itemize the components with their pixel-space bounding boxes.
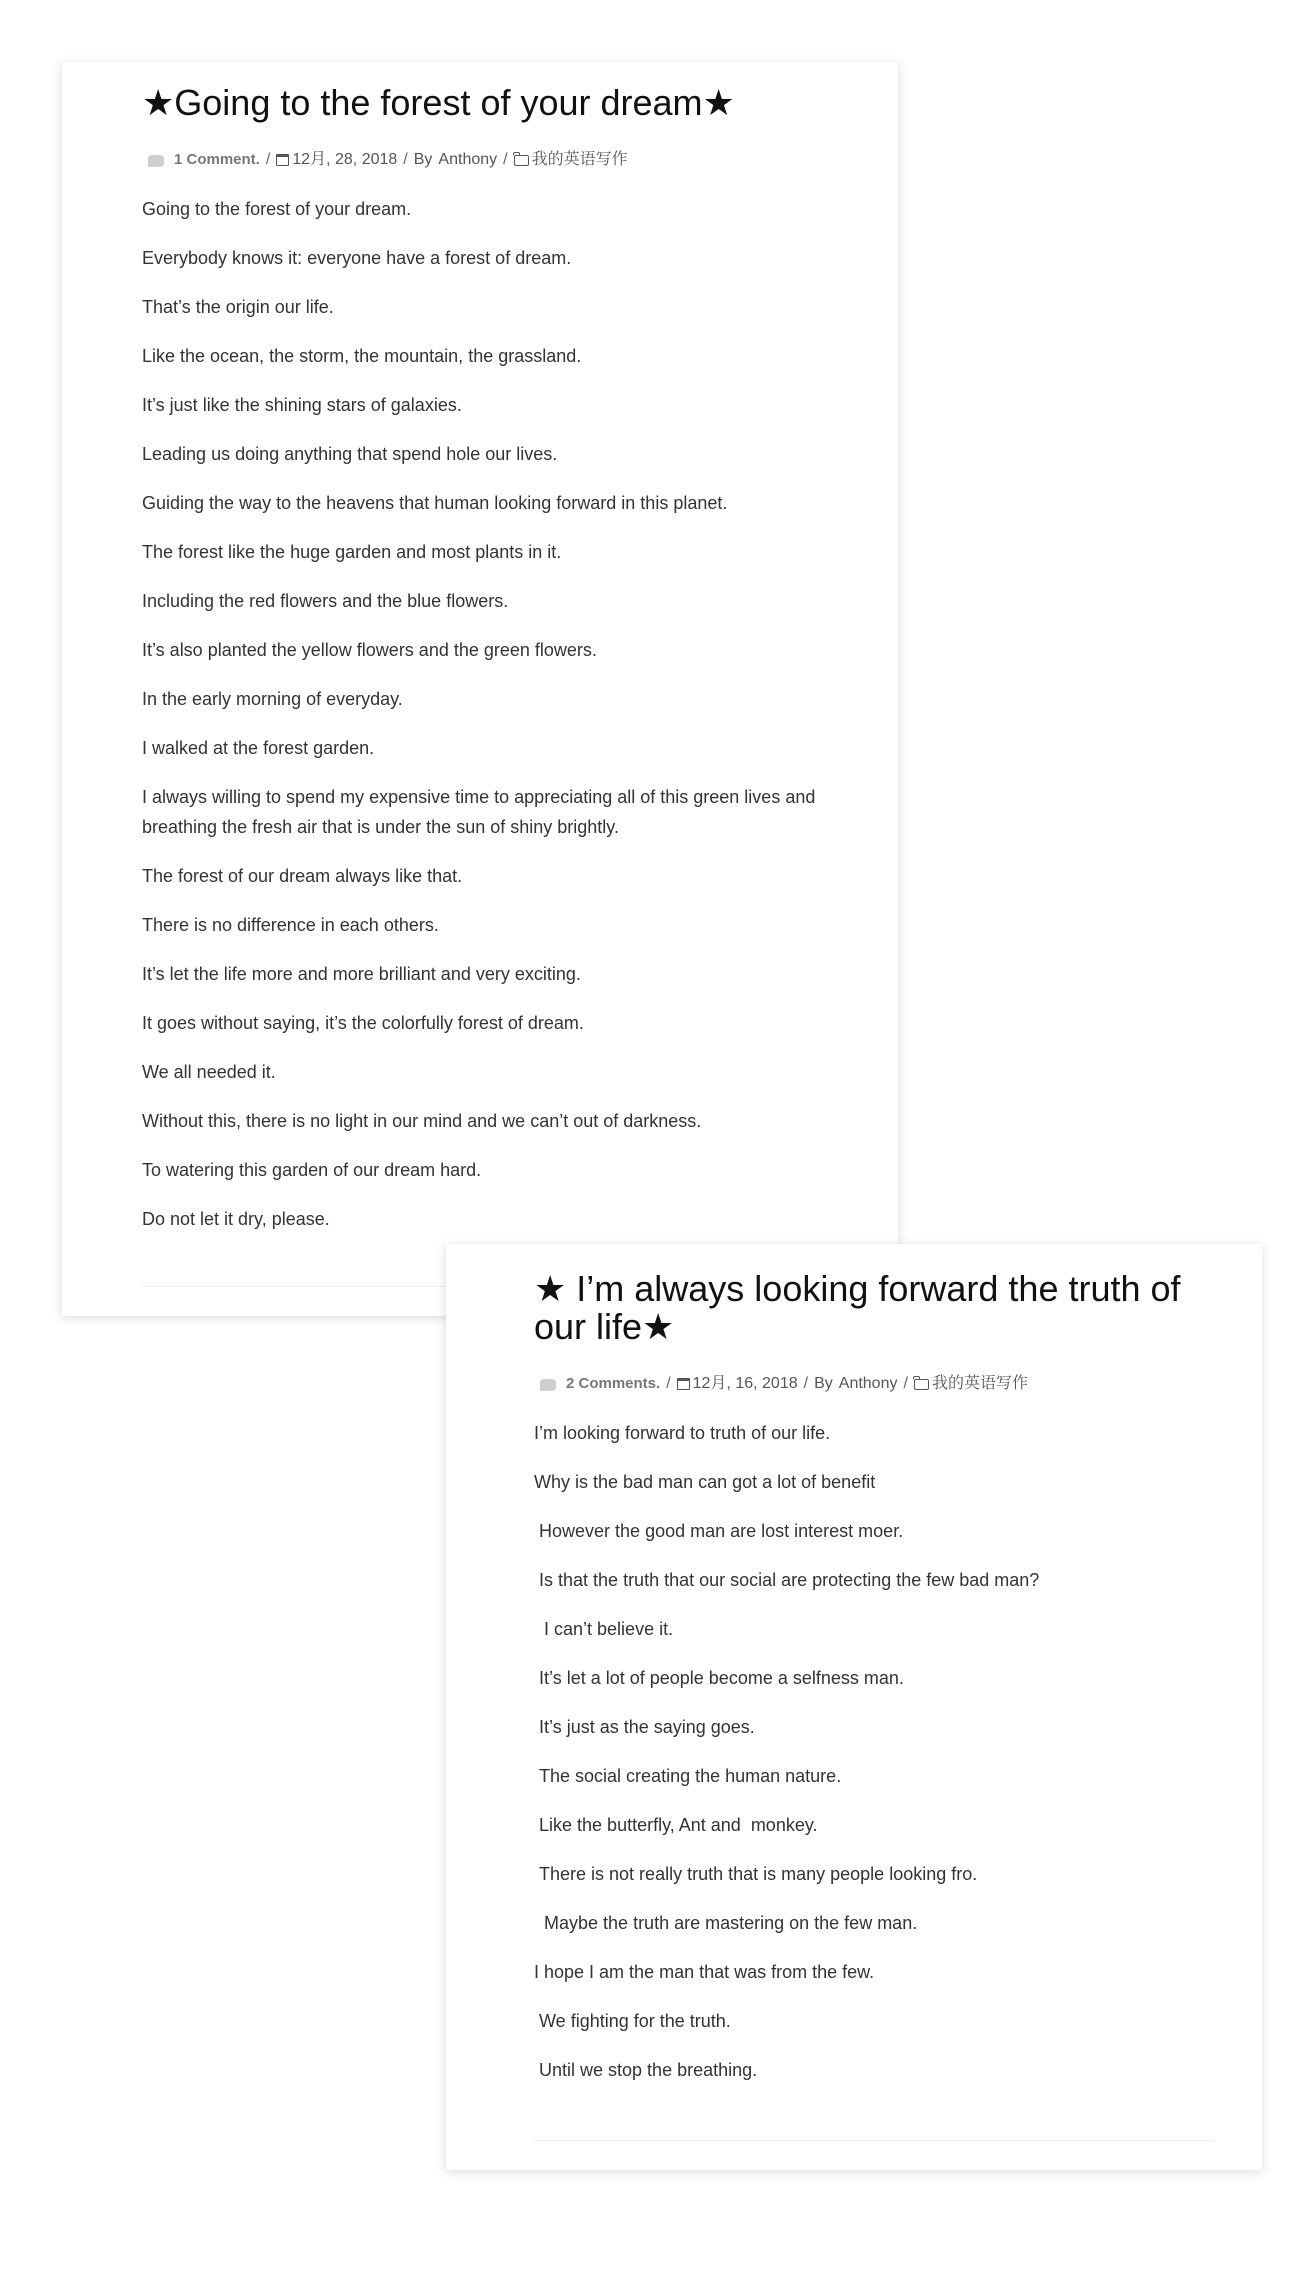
- post-paragraph: I’m looking forward to truth of our life.: [534, 1423, 831, 1443]
- comments-link[interactable]: 1 Comment.: [174, 151, 260, 168]
- meta-separator: /: [803, 1375, 809, 1392]
- post-date: 12月, 28, 2018: [292, 151, 398, 168]
- post: [142, 84, 828, 1253]
- calendar-icon: [677, 1378, 690, 1390]
- post-paragraph: Guiding the way to the heavens that human looking forward in this planet.: [142, 493, 728, 513]
- post-title[interactable]: ★Going to the forest of your dream★: [142, 82, 735, 123]
- by-label: By: [413, 151, 433, 168]
- post-card: [446, 1244, 1262, 2170]
- post-meta: [142, 150, 828, 170]
- post-paragraph: Like the ocean, the storm, the mountain, the grassland.: [142, 346, 582, 366]
- post-meta: [534, 1374, 1214, 1394]
- meta-separator: /: [265, 151, 271, 168]
- category-link[interactable]: 我的英语写作: [931, 1375, 1028, 1392]
- category-link[interactable]: 我的英语写作: [531, 151, 628, 168]
- post-paragraph: The forest of our dream always like that.: [142, 866, 463, 886]
- post-paragraph: It’s let the life more and more brilliant and very exciting.: [142, 964, 581, 984]
- post-paragraph: There is not really truth that is many people looking fro.: [534, 1864, 978, 1884]
- post: [534, 1270, 1214, 2104]
- post-paragraph: That’s the origin our life.: [142, 297, 334, 317]
- post-paragraph: Is that the truth that our social are protecting the few bad man?: [534, 1570, 1040, 1590]
- author-link[interactable]: Anthony: [838, 1375, 898, 1392]
- meta-separator: /: [903, 1375, 908, 1392]
- post-paragraph: Why is the bad man can got a lot of benefit: [534, 1472, 876, 1492]
- post-paragraph: Like the butterfly, Ant and monkey.: [534, 1815, 818, 1835]
- post-paragraph: I walked at the forest garden.: [142, 738, 375, 758]
- post-paragraph: Maybe the truth are mastering on the few man.: [534, 1913, 918, 1933]
- folder-icon: [514, 155, 529, 166]
- post-paragraph: To watering this garden of our dream hard.: [142, 1160, 482, 1180]
- meta-separator: /: [403, 151, 408, 168]
- post-paragraph: I always willing to spend my expensive time to appreciating all of this green lives and breathing the fresh air that is under the sun of shiny brightly.: [142, 787, 821, 837]
- post-paragraph: The forest like the huge garden and most plants in it.: [142, 542, 562, 562]
- post-paragraph: It’s just like the shining stars of galaxies.: [142, 395, 462, 415]
- by-label: By: [814, 1375, 833, 1392]
- post-card: [62, 62, 898, 1316]
- post-paragraph: It’s also planted the yellow flowers and the green flowers.: [142, 640, 597, 660]
- comment-icon: [540, 1379, 556, 1391]
- post-paragraph: Going to the forest of your dream.: [142, 199, 412, 219]
- post-paragraph: There is no difference in each others.: [142, 915, 439, 935]
- post-paragraph: I can’t believe it.: [534, 1619, 674, 1639]
- post-paragraph: It’s let a lot of people become a selfness man.: [534, 1668, 904, 1688]
- post-divider: [534, 2140, 1214, 2141]
- author-link[interactable]: Anthony: [438, 151, 498, 168]
- meta-separator: /: [666, 1375, 671, 1392]
- post-paragraph: I hope I am the man that was from the few.: [534, 1962, 875, 1982]
- post-paragraph: Leading us doing anything that spend hole our lives.: [142, 444, 558, 464]
- post-paragraph: Without this, there is no light in our mind and we can’t out of darkness.: [142, 1111, 702, 1131]
- post-paragraph: We all needed it.: [142, 1062, 276, 1082]
- post-paragraph: It goes without saying, it’s the colorfully forest of dream.: [142, 1013, 584, 1033]
- post-paragraph: The social creating the human nature.: [534, 1766, 842, 1786]
- post-paragraph: Until we stop the breathing.: [534, 2060, 758, 2080]
- post-body: [534, 1418, 1214, 2085]
- post-paragraph: We fighting for the truth.: [534, 2011, 731, 2031]
- calendar-icon: [276, 154, 289, 166]
- comment-icon: [148, 155, 164, 167]
- post-paragraph: However the good man are lost interest moer.: [534, 1521, 904, 1541]
- post-title[interactable]: ★ I’m always looking forward the truth of our life★: [534, 1268, 1181, 1347]
- post-date: 12月, 16, 2018: [692, 1375, 798, 1392]
- comments-link[interactable]: 2 Comments.: [566, 1375, 661, 1392]
- post-body: [142, 194, 828, 1234]
- meta-separator: /: [503, 151, 508, 168]
- post-paragraph: Do not let it dry, please.: [142, 1209, 330, 1229]
- post-paragraph: In the early morning of everyday.: [142, 689, 403, 709]
- post-paragraph: Everybody knows it: everyone have a forest of dream.: [142, 248, 572, 268]
- post-paragraph: Including the red flowers and the blue flowers.: [142, 591, 509, 611]
- folder-icon: [914, 1379, 929, 1390]
- post-paragraph: It’s just as the saying goes.: [534, 1717, 755, 1737]
